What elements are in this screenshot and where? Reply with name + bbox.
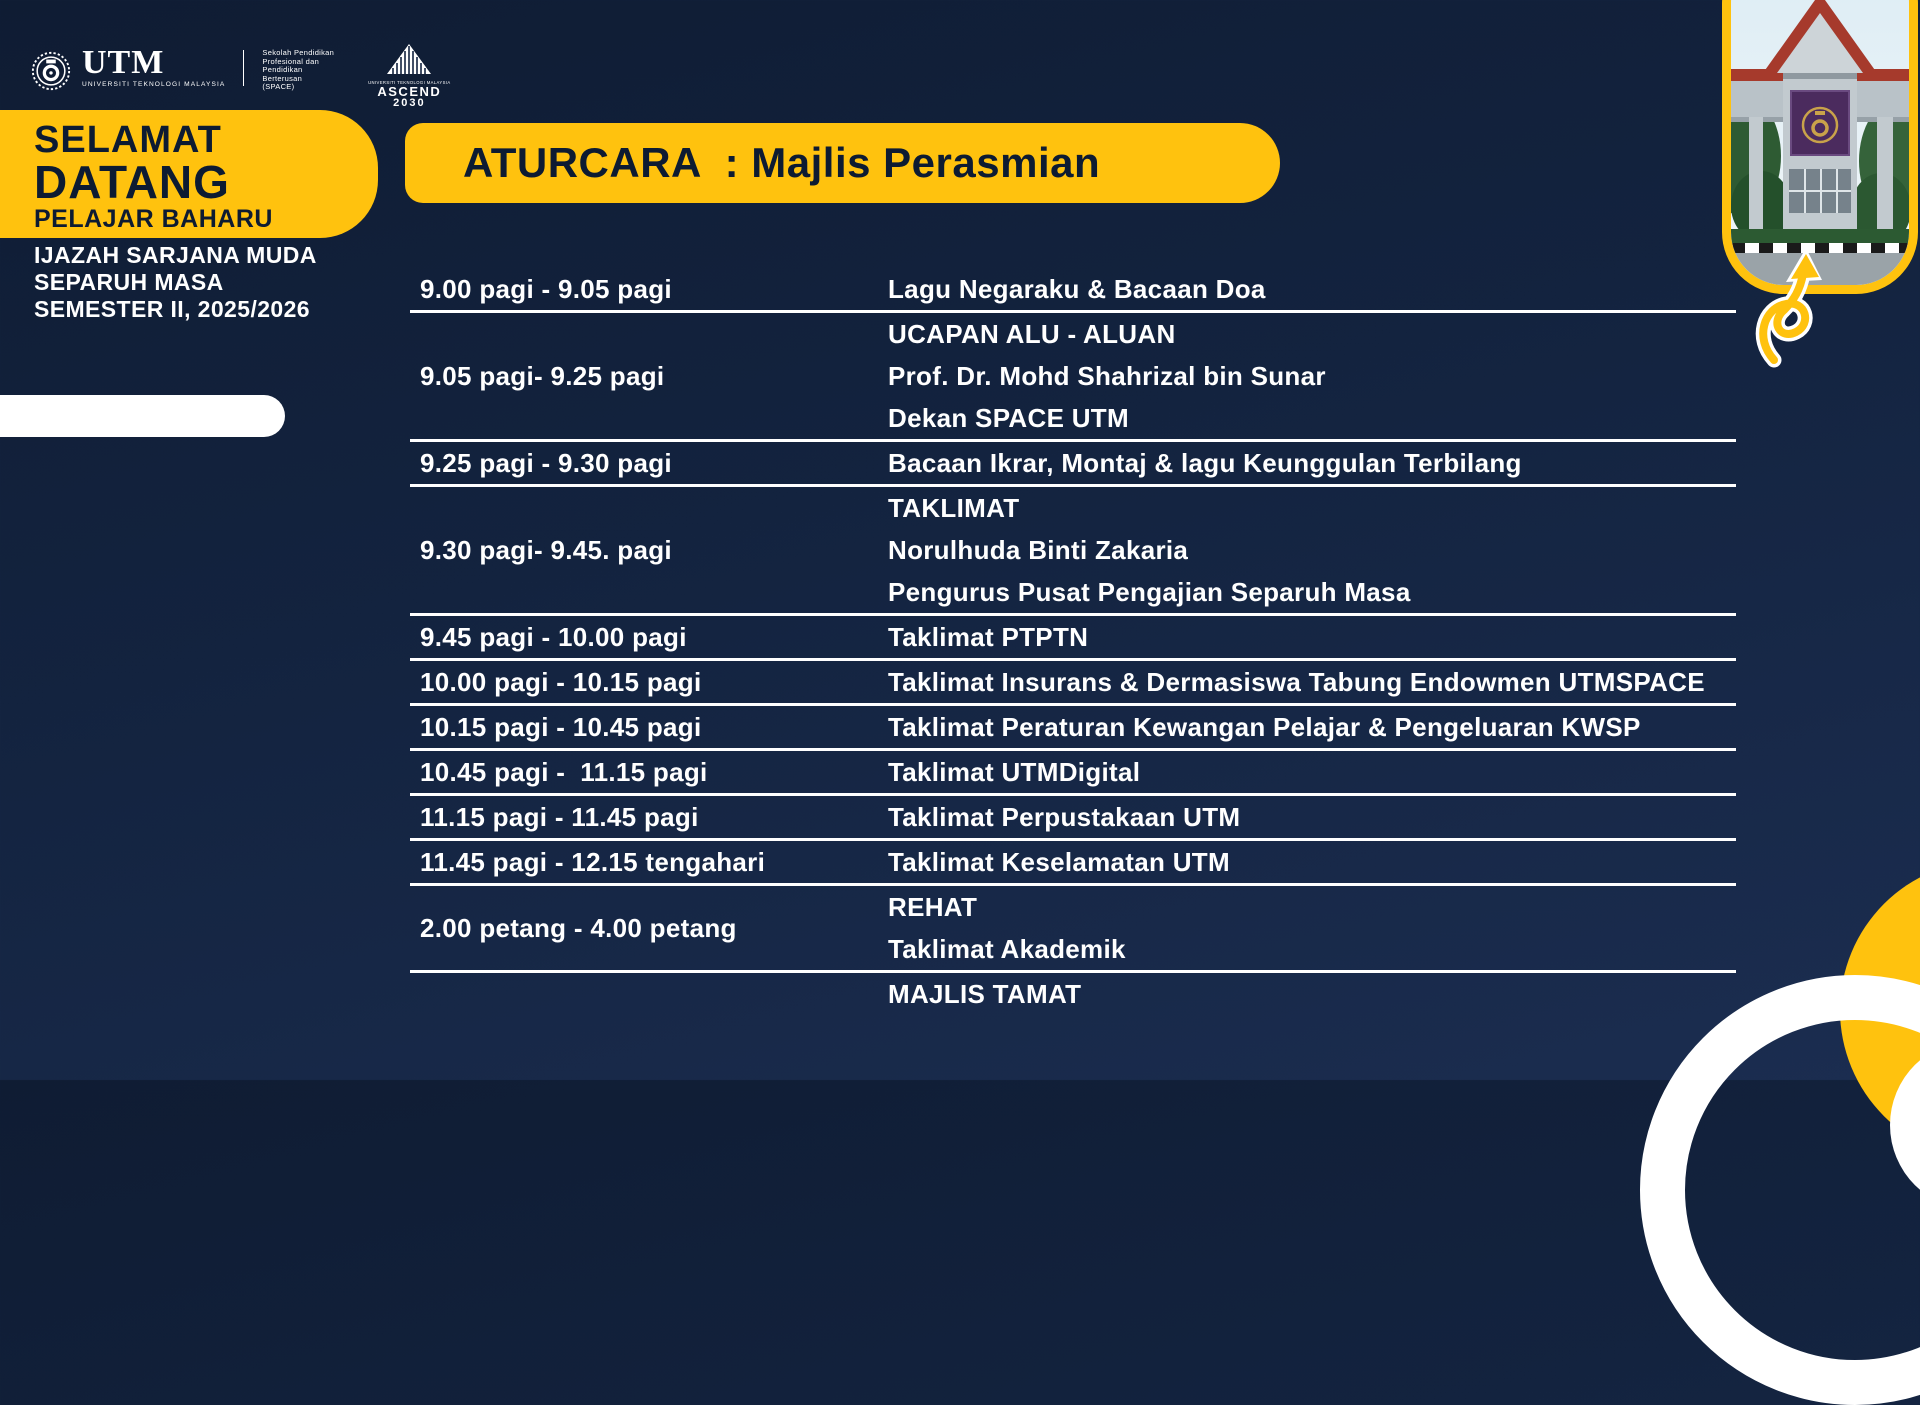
- schedule-item: REHAT: [888, 892, 978, 922]
- schedule-time: 2.00 petang - 4.00 petang: [420, 912, 737, 943]
- schedule-row: [410, 973, 1736, 1015]
- schedule-time: 9.45 pagi - 10.00 pagi: [420, 621, 687, 652]
- school-line: Sekolah Pendidikan: [262, 48, 335, 57]
- schedule-table: [410, 268, 1736, 1015]
- schedule-items: [888, 886, 1736, 970]
- schedule-items: [888, 616, 1736, 658]
- schedule-item: Taklimat Peraturan Kewangan Pelajar & Pengeluaran KWSP: [888, 712, 1641, 742]
- ascend-year: 2030: [393, 97, 426, 109]
- schedule-item: Taklimat UTMDigital: [888, 757, 1141, 787]
- ascend-university-label: UNIVERSITI TEKNOLOGI MALAYSIA: [368, 80, 451, 85]
- schedule-item: Taklimat Perpustakaan UTM: [888, 802, 1241, 832]
- schedule-items: [888, 796, 1736, 838]
- schedule-items: [888, 313, 1736, 439]
- schedule-row: [410, 751, 1736, 796]
- ascend-pyramid-icon: [385, 44, 433, 74]
- schedule-row: [410, 487, 1736, 616]
- schedule-item: Lagu Negaraku & Bacaan Doa: [888, 274, 1266, 304]
- schedule-time: 11.45 pagi - 12.15 tengahari: [420, 846, 766, 877]
- programme-line: SEMESTER II, 2025/2026: [34, 296, 310, 322]
- schedule-items: [888, 268, 1736, 310]
- brand-divider: [243, 50, 244, 86]
- utm-wordmark: UTM: [82, 44, 165, 81]
- school-line: Berterusan: [262, 73, 303, 83]
- schedule-row: [410, 268, 1736, 313]
- schedule-row: [410, 313, 1736, 442]
- schedule-item: MAJLIS TAMAT: [888, 979, 1082, 1009]
- schedule-time: 9.05 pagi- 9.25 pagi: [420, 360, 665, 391]
- programme-subtitle: [34, 242, 317, 323]
- schedule-item: Taklimat Insurans & Dermasiswa Tabung Endowmen UTMSPACE: [888, 667, 1705, 697]
- utm-wordmark-block: [82, 44, 226, 88]
- welcome-line-3: PELAJAR BAHARU: [34, 205, 273, 233]
- schedule-items: [888, 706, 1736, 748]
- ascend-logo: [368, 44, 450, 109]
- schedule-item: Norulhuda Binti Zakaria: [888, 535, 1189, 565]
- welcome-line-1: SELAMAT: [34, 119, 222, 161]
- schedule-row: [410, 442, 1736, 487]
- agenda-title: ATURCARA : Majlis Perasmian: [463, 139, 1101, 186]
- schedule-item: Bacaan Ikrar, Montaj & lagu Keunggulan Terbilang: [888, 448, 1522, 478]
- school-name: [262, 49, 334, 92]
- arrow-doodle-icon: [1738, 240, 1848, 370]
- schedule-item: Prof. Dr. Mohd Shahrizal bin Sunar: [888, 361, 1326, 391]
- schedule-time: 10.15 pagi - 10.45 pagi: [420, 711, 702, 742]
- schedule-item: Taklimat Keselamatan UTM: [888, 847, 1230, 877]
- schedule-items: [888, 661, 1736, 703]
- schedule-time: 11.15 pagi - 11.45 pagi: [420, 801, 699, 832]
- schedule-item: UCAPAN ALU - ALUAN: [888, 319, 1176, 349]
- schedule-row: [410, 796, 1736, 841]
- ascend-title: ASCEND: [377, 84, 442, 99]
- schedule-time: [410, 973, 888, 1015]
- welcome-banner: [0, 110, 378, 238]
- deco-white-ring: [1640, 975, 1920, 1405]
- schedule-items: [888, 841, 1736, 883]
- schedule-items: [888, 442, 1736, 484]
- schedule-row: [410, 841, 1736, 886]
- schedule-row: [410, 661, 1736, 706]
- schedule-time: 10.45 pagi - 11.15 pagi: [420, 756, 708, 787]
- utm-fullname: UNIVERSITI TEKNOLOGI MALAYSIA: [82, 81, 226, 88]
- school-line: Profesional dan: [262, 56, 320, 66]
- schedule-item: Dekan SPACE UTM: [888, 403, 1129, 433]
- welcome-line-2: DATANG: [34, 156, 230, 208]
- schedule-time: 9.25 pagi - 9.30 pagi: [420, 447, 672, 478]
- schedule-row: [410, 886, 1736, 973]
- schedule-items: [888, 973, 1736, 1015]
- schedule-item: TAKLIMAT: [888, 493, 1020, 523]
- school-line: (SPACE): [262, 82, 295, 92]
- schedule-time: 10.00 pagi - 10.15 pagi: [420, 666, 702, 697]
- utm-emblem-icon: [30, 50, 72, 92]
- side-pill-decoration: [0, 395, 285, 437]
- programme-line: IJAZAH SARJANA MUDA: [34, 242, 317, 268]
- schedule-time: 9.30 pagi- 9.45. pagi: [420, 534, 672, 565]
- schedule-items: [888, 487, 1736, 613]
- schedule-item: Pengurus Pusat Pengajian Separuh Masa: [888, 577, 1411, 607]
- schedule-row: [410, 706, 1736, 751]
- schedule-time: 9.00 pagi - 9.05 pagi: [420, 273, 672, 304]
- schedule-item: Taklimat PTPTN: [888, 622, 1089, 652]
- brand-block: [30, 44, 451, 109]
- agenda-title-banner: [405, 123, 1280, 203]
- schedule-items: [888, 751, 1736, 793]
- schedule-item: Taklimat Akademik: [888, 934, 1126, 964]
- programme-line: SEPARUH MASA: [34, 269, 224, 295]
- school-line: Pendidikan: [262, 65, 303, 75]
- schedule-row: [410, 616, 1736, 661]
